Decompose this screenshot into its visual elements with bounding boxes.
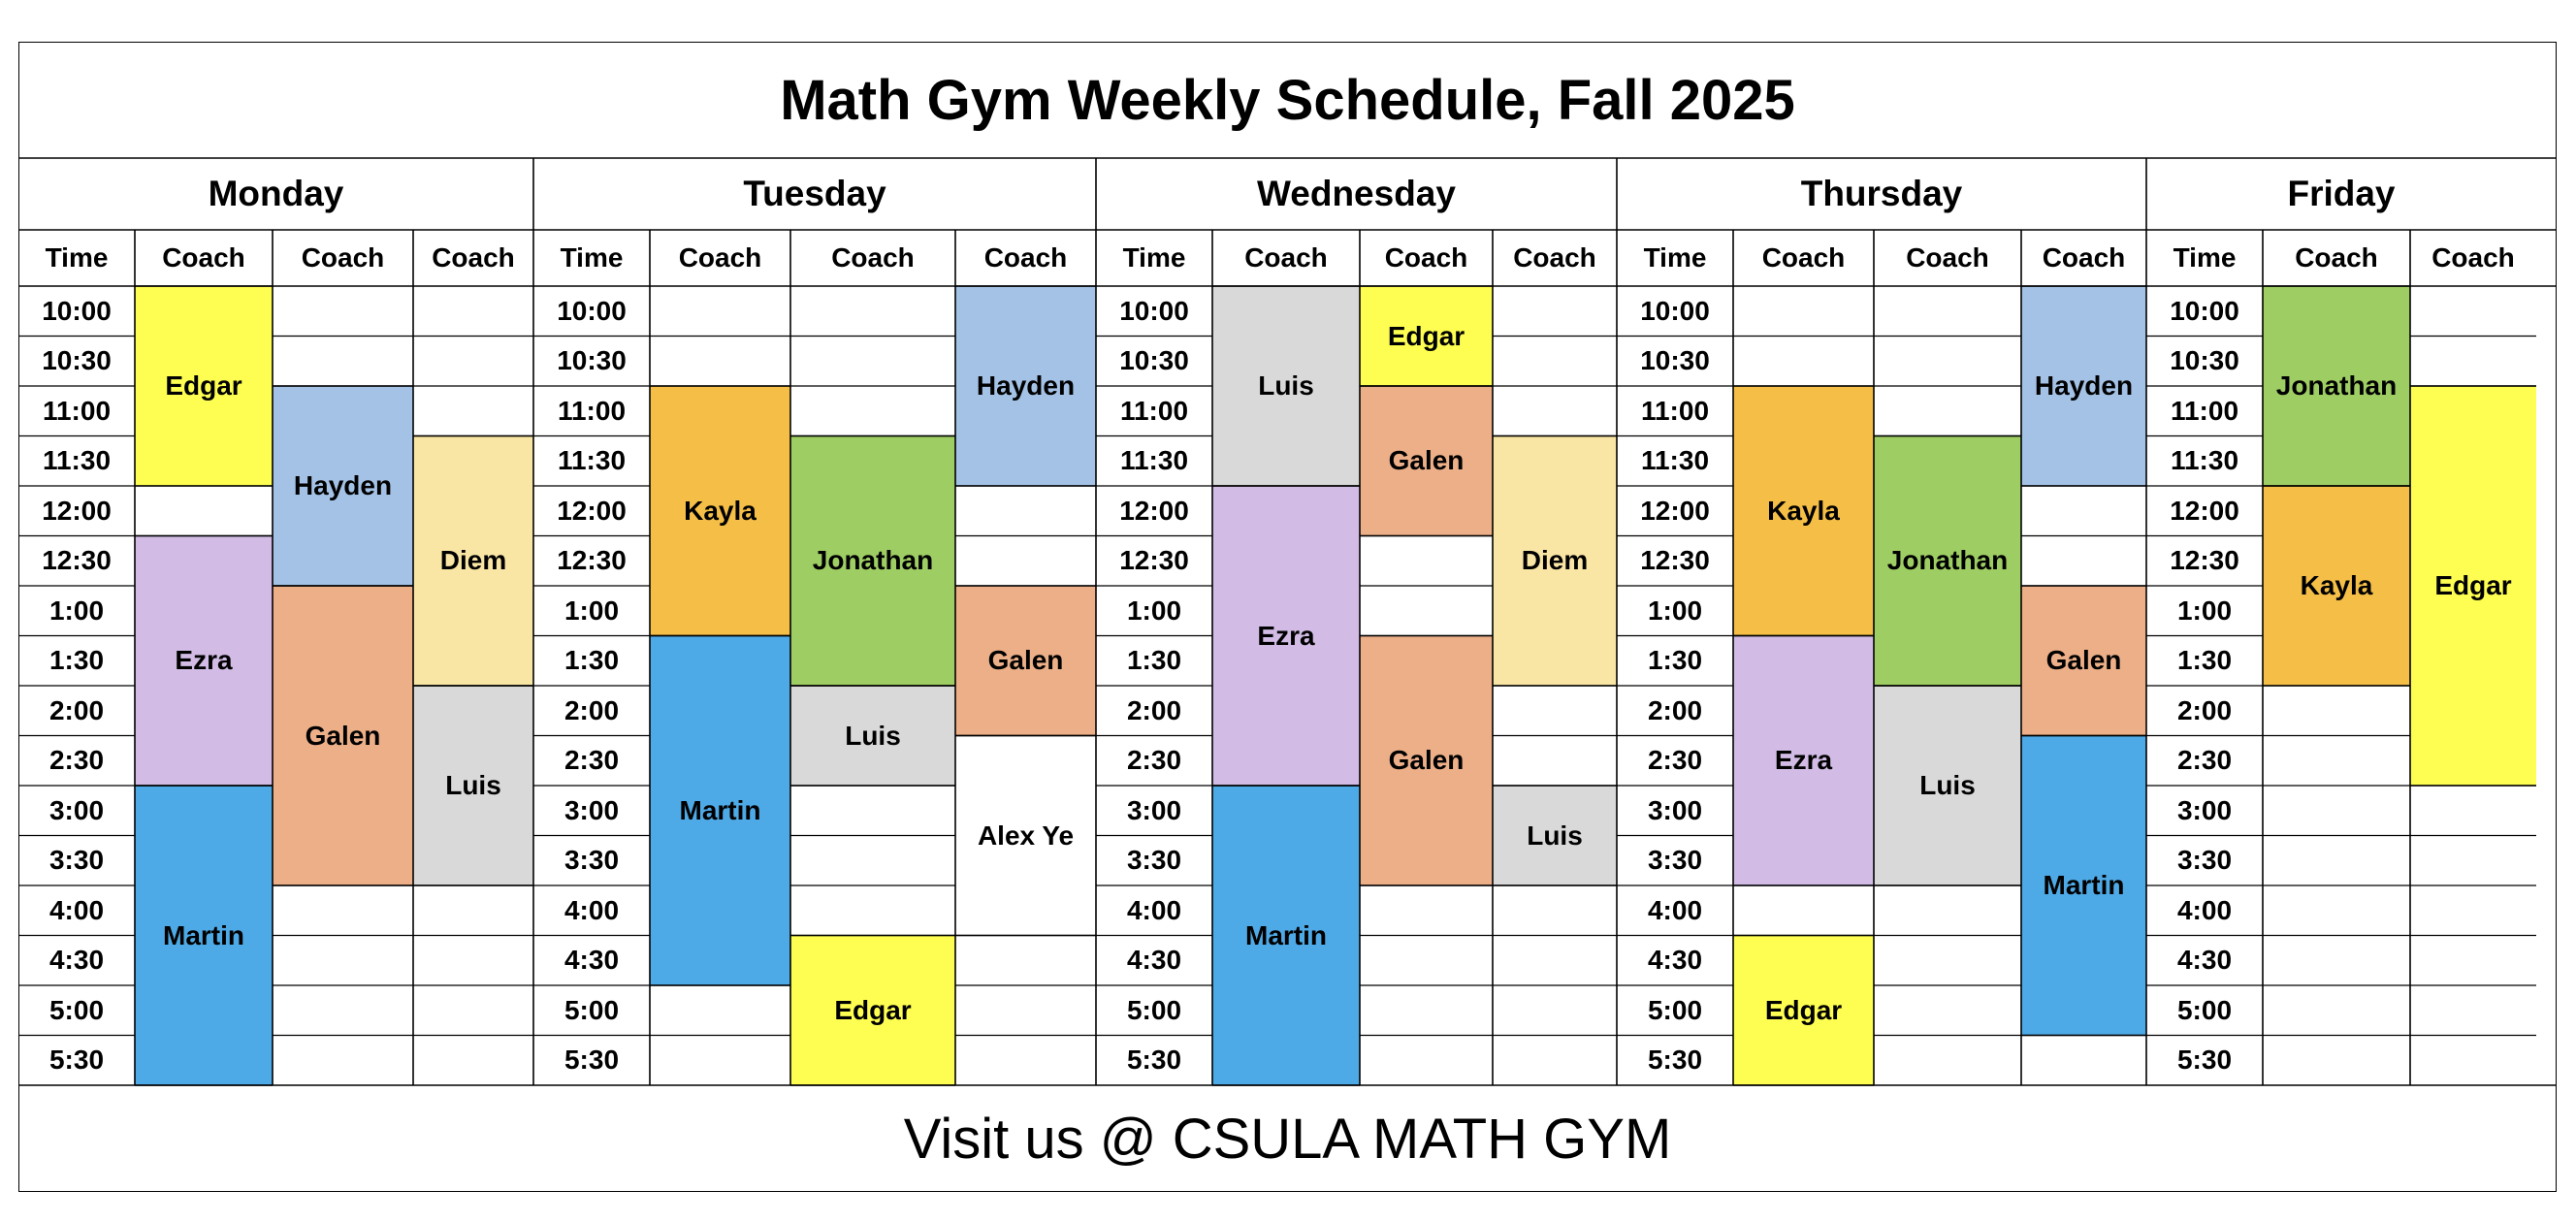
time-slot: 11:00 [2170, 395, 2239, 426]
time-slot: 11:00 [1119, 395, 1189, 426]
day-header-monday: Monday [208, 174, 344, 213]
time-slot: 12:00 [1640, 495, 1710, 526]
time-slot: 3:30 [1126, 845, 1182, 876]
time-slot: 11:30 [42, 445, 112, 476]
coach-block: Ezra [1733, 636, 1874, 886]
footer-text: Visit us @ CSULA MATH GYM [903, 1107, 1672, 1171]
time-slot: 5:30 [1126, 1045, 1182, 1076]
coach-block: Kayla [650, 386, 790, 636]
coach-block: Jonathan [790, 436, 955, 687]
coach-block: Edgar [135, 286, 273, 486]
time-slot: 10:00 [1640, 295, 1710, 326]
coach-block: Hayden [2021, 286, 2146, 486]
time-slot: 5:30 [564, 1045, 620, 1076]
time-slot: 2:30 [564, 745, 620, 776]
time-slot: 12:00 [557, 495, 627, 526]
coach-block: Luis [1493, 786, 1617, 885]
time-slot: 12:00 [2170, 495, 2239, 526]
time-slot: 11:30 [1119, 445, 1189, 476]
time-slot: 3:30 [564, 845, 620, 876]
time-slot: 5:00 [2176, 994, 2233, 1025]
time-slot: 1:00 [1647, 595, 1703, 626]
coach-block: Edgar [1733, 936, 1874, 1086]
time-slot: 5:30 [1647, 1045, 1703, 1076]
time-slot: 2:30 [1126, 745, 1182, 776]
time-slot: 12:30 [42, 545, 112, 576]
coach-column-header: Coach [831, 242, 915, 273]
coach-block: Ezra [1212, 486, 1360, 786]
coach-block: Luis [413, 686, 533, 885]
day-header-friday: Friday [2287, 174, 2396, 213]
time-slot: 4:30 [564, 945, 620, 976]
coach-block: Ezra [135, 536, 273, 787]
time-slot: 1:30 [1647, 645, 1703, 676]
coach-block: Diem [1493, 436, 1617, 687]
time-slot: 1:00 [2176, 595, 2233, 626]
schedule-sheet [18, 42, 2557, 1192]
time-slot: 2:00 [48, 694, 105, 725]
coach-column-header: Coach [2042, 242, 2126, 273]
day-header-wednesday: Wednesday [1257, 174, 1456, 213]
time-slot: 4:30 [48, 945, 105, 976]
time-slot: 1:30 [2176, 645, 2233, 676]
time-slot: 11:00 [557, 395, 627, 426]
coach-block: Martin [135, 786, 273, 1085]
time-slot: 3:00 [2176, 794, 2233, 825]
time-slot: 4:30 [1126, 945, 1182, 976]
time-slot: 5:30 [2176, 1045, 2233, 1076]
time-slot: 2:30 [1647, 745, 1703, 776]
time-slot: 12:00 [42, 495, 112, 526]
coach-block: Kayla [2263, 486, 2410, 686]
time-slot: 3:30 [48, 845, 105, 876]
coach-column-header: Coach [162, 242, 245, 273]
time-slot: 3:00 [1647, 794, 1703, 825]
time-slot: 5:00 [1126, 994, 1182, 1025]
time-slot: 4:00 [2176, 894, 2233, 925]
time-slot: 1:00 [1126, 595, 1182, 626]
time-slot: 3:00 [48, 794, 105, 825]
time-slot: 5:30 [48, 1045, 105, 1076]
time-column-header: Time [1122, 242, 1186, 273]
coach-block: Luis [790, 686, 955, 786]
time-slot: 10:30 [42, 345, 112, 376]
time-slot: 2:30 [2176, 745, 2233, 776]
time-slot: 1:00 [48, 595, 105, 626]
coach-block: Edgar [1360, 286, 1493, 386]
time-slot: 3:30 [2176, 845, 2233, 876]
time-slot: 4:30 [1647, 945, 1703, 976]
time-slot: 12:30 [2170, 545, 2239, 576]
time-slot: 11:30 [557, 445, 627, 476]
time-slot: 10:00 [42, 295, 112, 326]
time-slot: 11:30 [1640, 445, 1710, 476]
coach-block: Edgar [790, 936, 955, 1086]
coach-block: Alex Ye [955, 736, 1096, 936]
coach-block: Hayden [955, 286, 1096, 486]
time-slot: 4:30 [2176, 945, 2233, 976]
coach-column-header: Coach [983, 242, 1068, 273]
time-slot: 12:00 [1119, 495, 1189, 526]
time-slot: 5:00 [48, 994, 105, 1025]
coach-block: Kayla [1733, 386, 1874, 636]
coach-column-header: Coach [1384, 242, 1468, 273]
coach-block: Galen [273, 586, 413, 885]
day-header-thursday: Thursday [1800, 174, 1963, 213]
time-slot: 10:30 [2170, 345, 2239, 376]
coach-block: Edgar [2410, 386, 2536, 786]
time-slot: 10:30 [1119, 345, 1189, 376]
time-slot: 10:30 [557, 345, 627, 376]
time-slot: 3:30 [1647, 845, 1703, 876]
time-column-header: Time [1643, 242, 1707, 273]
coach-column-header: Coach [1761, 242, 1846, 273]
time-slot: 2:00 [564, 694, 620, 725]
time-slot: 2:00 [1126, 694, 1182, 725]
time-slot: 1:30 [564, 645, 620, 676]
time-slot: 2:00 [2176, 694, 2233, 725]
time-slot: 11:30 [2170, 445, 2239, 476]
time-slot: 10:00 [1119, 295, 1189, 326]
time-slot: 3:00 [1126, 794, 1182, 825]
coach-block: Jonathan [1874, 436, 2021, 687]
time-slot: 4:00 [1647, 894, 1703, 925]
time-slot: 1:30 [48, 645, 105, 676]
time-column-header: Time [2173, 242, 2237, 273]
time-slot: 11:00 [42, 395, 112, 426]
coach-column-header: Coach [2431, 242, 2515, 273]
coach-column-header: Coach [1906, 242, 1989, 273]
time-slot: 1:00 [564, 595, 620, 626]
coach-block: Hayden [273, 386, 413, 586]
coach-column-header: Coach [2295, 242, 2378, 273]
time-slot: 12:30 [1119, 545, 1189, 576]
page-title: Math Gym Weekly Schedule, Fall 2025 [780, 68, 1795, 132]
time-column-header: Time [560, 242, 624, 273]
time-slot: 4:00 [564, 894, 620, 925]
time-slot: 5:00 [1647, 994, 1703, 1025]
time-slot: 2:30 [48, 745, 105, 776]
time-slot: 4:00 [48, 894, 105, 925]
time-slot: 10:30 [1640, 345, 1710, 376]
coach-column-header: Coach [1513, 242, 1596, 273]
coach-block: Luis [1212, 286, 1360, 486]
time-slot: 1:30 [1126, 645, 1182, 676]
time-slot: 12:30 [557, 545, 627, 576]
time-slot: 5:00 [564, 994, 620, 1025]
time-slot: 2:00 [1647, 694, 1703, 725]
time-slot: 10:00 [557, 295, 627, 326]
time-slot: 11:00 [1640, 395, 1710, 426]
coach-block: Jonathan [2263, 286, 2410, 486]
coach-block: Diem [413, 436, 533, 687]
coach-block: Luis [1874, 686, 2021, 885]
coach-block: Martin [2021, 736, 2146, 1036]
day-header-tuesday: Tuesday [743, 174, 886, 213]
schedule-cells [18, 42, 2557, 1192]
time-slot: 12:30 [1640, 545, 1710, 576]
time-slot: 10:00 [2170, 295, 2239, 326]
coach-block: Martin [650, 636, 790, 986]
coach-column-header: Coach [678, 242, 762, 273]
coach-column-header: Coach [1244, 242, 1328, 273]
time-slot: 4:00 [1126, 894, 1182, 925]
coach-block: Galen [2021, 586, 2146, 736]
coach-block: Galen [1360, 386, 1493, 536]
coach-column-header: Coach [301, 242, 385, 273]
coach-block: Martin [1212, 786, 1360, 1085]
time-slot: 3:00 [564, 794, 620, 825]
coach-block: Galen [955, 586, 1096, 736]
coach-column-header: Coach [432, 242, 515, 273]
coach-block: Galen [1360, 636, 1493, 886]
time-column-header: Time [45, 242, 109, 273]
